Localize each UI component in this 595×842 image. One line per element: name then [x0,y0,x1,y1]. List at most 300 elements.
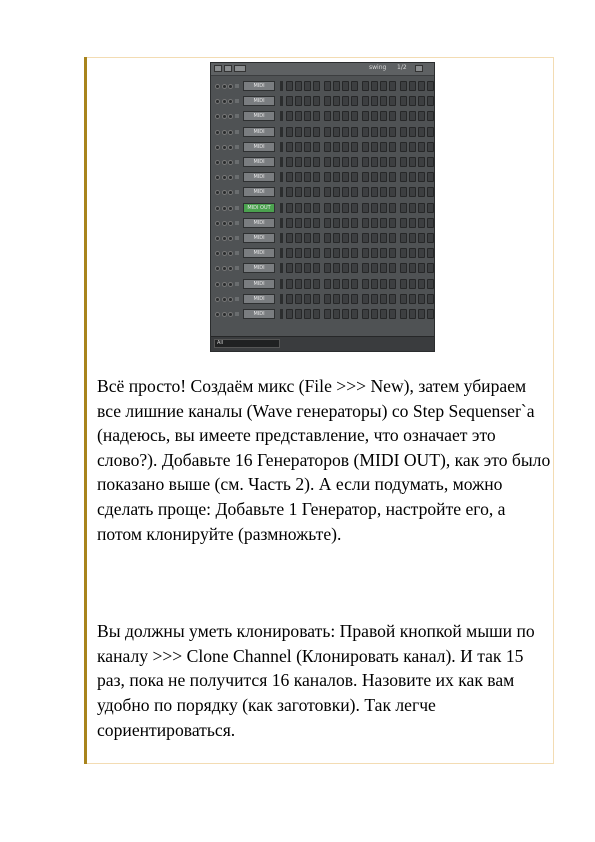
channel-button[interactable]: MIDI [243,248,275,258]
step-button[interactable] [342,96,349,106]
step-button[interactable] [286,248,293,258]
step-button[interactable] [380,111,387,121]
mute-knob[interactable] [228,266,233,271]
step-button[interactable] [342,294,349,304]
step-button[interactable] [342,279,349,289]
step-button[interactable] [371,157,378,167]
step-button[interactable] [427,187,434,197]
step-button[interactable] [380,263,387,273]
step-button[interactable] [324,127,331,137]
step-button[interactable] [362,111,369,121]
step-button[interactable] [286,127,293,137]
channel-selector[interactable] [280,187,283,197]
step-button[interactable] [333,294,340,304]
close-icon[interactable] [415,65,423,72]
channel-button[interactable]: MIDI [243,96,275,106]
channel-led[interactable] [235,236,239,240]
step-button[interactable] [400,172,407,182]
step-button[interactable] [286,142,293,152]
step-button[interactable] [380,187,387,197]
step-button[interactable] [371,218,378,228]
step-button[interactable] [313,233,320,243]
step-button[interactable] [304,187,311,197]
channel-button[interactable]: MIDI [243,294,275,304]
step-button[interactable] [295,294,302,304]
step-button[interactable] [324,172,331,182]
step-button[interactable] [333,111,340,121]
step-button[interactable] [304,81,311,91]
step-button[interactable] [295,263,302,273]
step-button[interactable] [371,309,378,319]
step-button[interactable] [409,172,416,182]
step-button[interactable] [295,218,302,228]
pan-knob[interactable] [215,221,220,226]
channel-led[interactable] [235,175,239,179]
step-button[interactable] [362,279,369,289]
filter-dropdown[interactable]: All [214,339,280,348]
step-button[interactable] [380,309,387,319]
step-button[interactable] [427,81,434,91]
step-button[interactable] [418,111,425,121]
step-button[interactable] [333,127,340,137]
mute-knob[interactable] [228,175,233,180]
step-button[interactable] [362,233,369,243]
volume-knob[interactable] [222,236,227,241]
step-button[interactable] [389,309,396,319]
channel-button[interactable]: MIDI [243,142,275,152]
step-button[interactable] [313,96,320,106]
pan-knob[interactable] [215,312,220,317]
step-button[interactable] [400,96,407,106]
volume-knob[interactable] [222,297,227,302]
step-button[interactable] [427,248,434,258]
step-button[interactable] [286,279,293,289]
step-button[interactable] [371,142,378,152]
step-button[interactable] [409,218,416,228]
step-button[interactable] [418,81,425,91]
step-button[interactable] [380,218,387,228]
step-button[interactable] [295,127,302,137]
step-button[interactable] [324,81,331,91]
step-button[interactable] [400,142,407,152]
step-button[interactable] [342,263,349,273]
step-button[interactable] [427,172,434,182]
step-button[interactable] [427,127,434,137]
step-button[interactable] [418,203,425,213]
step-button[interactable] [295,111,302,121]
step-button[interactable] [333,233,340,243]
step-button[interactable] [286,187,293,197]
step-button[interactable] [380,203,387,213]
step-button[interactable] [324,279,331,289]
step-button[interactable] [286,294,293,304]
step-button[interactable] [342,233,349,243]
step-button[interactable] [409,203,416,213]
step-button[interactable] [333,279,340,289]
mute-knob[interactable] [228,312,233,317]
step-button[interactable] [313,127,320,137]
channel-selector[interactable] [280,81,283,91]
step-button[interactable] [400,111,407,121]
step-button[interactable] [286,218,293,228]
step-button[interactable] [342,187,349,197]
step-button[interactable] [380,233,387,243]
channel-button[interactable]: MIDI [243,309,275,319]
step-button[interactable] [362,96,369,106]
step-button[interactable] [342,127,349,137]
pan-knob[interactable] [215,266,220,271]
step-button[interactable] [351,294,358,304]
step-button[interactable] [380,96,387,106]
channel-led[interactable] [235,190,239,194]
step-button[interactable] [342,142,349,152]
channel-selector[interactable] [280,157,283,167]
step-button[interactable] [418,96,425,106]
step-button[interactable] [389,233,396,243]
step-button[interactable] [400,157,407,167]
channel-led[interactable] [235,266,239,270]
step-button[interactable] [427,142,434,152]
step-button[interactable] [427,263,434,273]
volume-knob[interactable] [222,160,227,165]
step-button[interactable] [313,157,320,167]
step-button[interactable] [342,203,349,213]
step-button[interactable] [400,263,407,273]
pan-knob[interactable] [215,206,220,211]
pan-knob[interactable] [215,84,220,89]
mute-knob[interactable] [228,160,233,165]
step-button[interactable] [362,172,369,182]
channel-button[interactable]: MIDI [243,279,275,289]
channel-selector[interactable] [280,218,283,228]
step-button[interactable] [342,157,349,167]
step-button[interactable] [304,111,311,121]
step-button[interactable] [371,263,378,273]
pan-knob[interactable] [215,130,220,135]
channel-led[interactable] [235,114,239,118]
step-button[interactable] [351,203,358,213]
step-button[interactable] [295,248,302,258]
step-button[interactable] [427,309,434,319]
pan-knob[interactable] [215,175,220,180]
step-button[interactable] [324,309,331,319]
step-button[interactable] [380,294,387,304]
step-button[interactable] [362,248,369,258]
step-button[interactable] [324,187,331,197]
step-button[interactable] [304,279,311,289]
pan-knob[interactable] [215,297,220,302]
step-button[interactable] [418,187,425,197]
channel-led[interactable] [235,160,239,164]
step-button[interactable] [286,172,293,182]
step-button[interactable] [324,248,331,258]
step-button[interactable] [362,218,369,228]
step-button[interactable] [380,81,387,91]
channel-led[interactable] [235,312,239,316]
channel-selector[interactable] [280,142,283,152]
step-button[interactable] [324,96,331,106]
step-button[interactable] [324,157,331,167]
step-button[interactable] [351,187,358,197]
step-button[interactable] [313,218,320,228]
mute-knob[interactable] [228,114,233,119]
pan-knob[interactable] [215,145,220,150]
step-button[interactable] [304,203,311,213]
step-button[interactable] [427,279,434,289]
mute-knob[interactable] [228,145,233,150]
channel-button[interactable]: MIDI OUT [243,203,275,213]
step-button[interactable] [389,172,396,182]
step-button[interactable] [313,294,320,304]
step-button[interactable] [304,248,311,258]
step-button[interactable] [333,263,340,273]
step-button[interactable] [304,172,311,182]
step-button[interactable] [389,96,396,106]
channel-button[interactable]: MIDI [243,127,275,137]
step-button[interactable] [295,203,302,213]
channel-selector[interactable] [280,279,283,289]
step-button[interactable] [313,111,320,121]
channel-button[interactable]: MIDI [243,157,275,167]
step-button[interactable] [313,263,320,273]
channel-led[interactable] [235,84,239,88]
channel-led[interactable] [235,251,239,255]
step-button[interactable] [418,157,425,167]
step-button[interactable] [295,157,302,167]
step-button[interactable] [313,142,320,152]
step-button[interactable] [380,248,387,258]
mute-knob[interactable] [228,251,233,256]
step-button[interactable] [333,187,340,197]
step-button[interactable] [400,127,407,137]
step-button[interactable] [389,218,396,228]
mute-knob[interactable] [228,282,233,287]
step-button[interactable] [400,294,407,304]
step-button[interactable] [351,279,358,289]
step-button[interactable] [427,111,434,121]
step-button[interactable] [371,111,378,121]
step-button[interactable] [351,248,358,258]
volume-knob[interactable] [222,206,227,211]
step-button[interactable] [389,81,396,91]
step-button[interactable] [333,172,340,182]
channel-button[interactable]: MIDI [243,218,275,228]
channel-button[interactable]: MIDI [243,187,275,197]
step-button[interactable] [362,157,369,167]
volume-knob[interactable] [222,145,227,150]
step-button[interactable] [389,142,396,152]
step-button[interactable] [313,248,320,258]
step-button[interactable] [333,157,340,167]
step-button[interactable] [389,203,396,213]
step-button[interactable] [418,142,425,152]
mute-knob[interactable] [228,206,233,211]
step-button[interactable] [371,233,378,243]
step-button[interactable] [427,294,434,304]
step-button[interactable] [342,81,349,91]
step-button[interactable] [409,142,416,152]
step-button[interactable] [342,248,349,258]
mute-knob[interactable] [228,221,233,226]
channel-selector[interactable] [280,248,283,258]
channel-selector[interactable] [280,172,283,182]
step-button[interactable] [313,309,320,319]
step-button[interactable] [286,111,293,121]
mute-knob[interactable] [228,236,233,241]
step-button[interactable] [409,248,416,258]
step-button[interactable] [324,263,331,273]
step-button[interactable] [351,172,358,182]
step-button[interactable] [371,203,378,213]
step-button[interactable] [324,203,331,213]
mute-knob[interactable] [228,130,233,135]
step-button[interactable] [418,279,425,289]
step-button[interactable] [342,111,349,121]
step-button[interactable] [418,172,425,182]
step-button[interactable] [362,263,369,273]
step-button[interactable] [295,233,302,243]
step-button[interactable] [409,187,416,197]
step-button[interactable] [333,203,340,213]
step-button[interactable] [286,81,293,91]
step-button[interactable] [380,157,387,167]
step-button[interactable] [409,309,416,319]
channel-selector[interactable] [280,263,283,273]
step-button[interactable] [389,111,396,121]
step-button[interactable] [400,279,407,289]
step-button[interactable] [351,157,358,167]
volume-knob[interactable] [222,312,227,317]
step-button[interactable] [304,233,311,243]
step-button[interactable] [295,142,302,152]
step-button[interactable] [400,187,407,197]
step-button[interactable] [342,218,349,228]
pan-knob[interactable] [215,114,220,119]
step-button[interactable] [371,96,378,106]
step-button[interactable] [295,172,302,182]
step-button[interactable] [371,127,378,137]
step-button[interactable] [333,81,340,91]
step-button[interactable] [333,142,340,152]
channel-led[interactable] [235,130,239,134]
step-button[interactable] [286,233,293,243]
step-button[interactable] [295,187,302,197]
volume-knob[interactable] [222,190,227,195]
step-button[interactable] [409,157,416,167]
step-button[interactable] [418,233,425,243]
volume-knob[interactable] [222,251,227,256]
mute-knob[interactable] [228,84,233,89]
volume-knob[interactable] [222,282,227,287]
step-button[interactable] [351,111,358,121]
step-button[interactable] [409,233,416,243]
step-button[interactable] [389,127,396,137]
channel-button[interactable]: MIDI [243,263,275,273]
step-button[interactable] [362,127,369,137]
step-button[interactable] [400,218,407,228]
channel-led[interactable] [235,282,239,286]
step-button[interactable] [400,81,407,91]
step-button[interactable] [333,218,340,228]
step-button[interactable] [371,172,378,182]
step-button[interactable] [389,279,396,289]
step-button[interactable] [304,263,311,273]
step-button[interactable] [295,279,302,289]
step-button[interactable] [324,111,331,121]
step-button[interactable] [389,157,396,167]
step-button[interactable] [362,309,369,319]
channel-led[interactable] [235,145,239,149]
step-button[interactable] [351,142,358,152]
step-button[interactable] [351,218,358,228]
channel-selector[interactable] [280,127,283,137]
channel-button[interactable]: MIDI [243,111,275,121]
step-button[interactable] [389,294,396,304]
step-button[interactable] [409,111,416,121]
mute-knob[interactable] [228,297,233,302]
step-button[interactable] [362,142,369,152]
step-button[interactable] [418,218,425,228]
step-button[interactable] [286,157,293,167]
channel-led[interactable] [235,221,239,225]
step-button[interactable] [409,279,416,289]
step-button[interactable] [371,248,378,258]
step-button[interactable] [304,218,311,228]
channel-selector[interactable] [280,294,283,304]
step-button[interactable] [295,81,302,91]
step-button[interactable] [371,294,378,304]
step-button[interactable] [333,96,340,106]
step-button[interactable] [362,187,369,197]
step-button[interactable] [400,309,407,319]
volume-knob[interactable] [222,84,227,89]
channel-selector[interactable] [280,233,283,243]
step-button[interactable] [351,127,358,137]
step-button[interactable] [362,81,369,91]
channel-button[interactable]: MIDI [243,233,275,243]
step-button[interactable] [409,263,416,273]
step-button[interactable] [380,127,387,137]
step-button[interactable] [304,309,311,319]
channel-button[interactable]: MIDI [243,172,275,182]
volume-knob[interactable] [222,99,227,104]
step-button[interactable] [304,96,311,106]
step-button[interactable] [380,142,387,152]
step-button[interactable] [418,127,425,137]
step-button[interactable] [409,127,416,137]
step-button[interactable] [313,203,320,213]
step-button[interactable] [351,263,358,273]
keyboard-icon[interactable] [234,65,246,72]
step-button[interactable] [418,263,425,273]
pattern-icon[interactable] [224,65,232,72]
step-button[interactable] [304,157,311,167]
pan-knob[interactable] [215,236,220,241]
step-button[interactable] [362,203,369,213]
volume-knob[interactable] [222,130,227,135]
step-button[interactable] [371,279,378,289]
volume-knob[interactable] [222,175,227,180]
channel-selector[interactable] [280,111,283,121]
pan-knob[interactable] [215,190,220,195]
channel-led[interactable] [235,297,239,301]
channel-led[interactable] [235,206,239,210]
step-button[interactable] [409,294,416,304]
step-button[interactable] [324,142,331,152]
step-button[interactable] [351,96,358,106]
step-button[interactable] [286,263,293,273]
step-button[interactable] [313,187,320,197]
